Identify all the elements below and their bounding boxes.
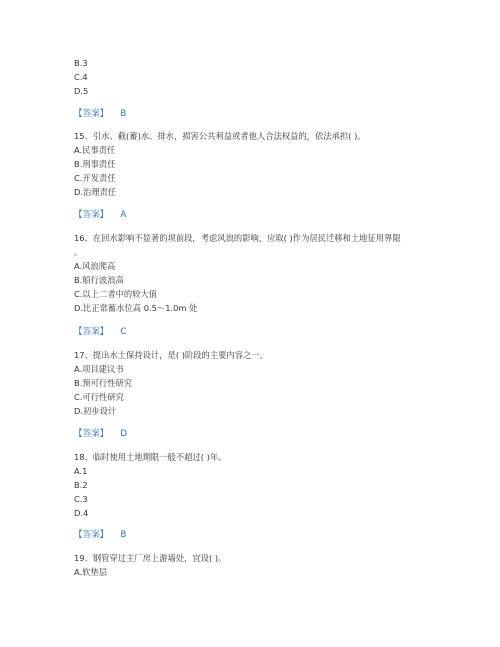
answer-line-17	[74, 427, 444, 441]
answer-value: C	[120, 327, 127, 337]
answer-label: 【答案】	[74, 109, 109, 119]
question-text: 19、钢管穿过主厂房上游墙处，宜设( )。	[74, 553, 227, 563]
answer-label: 【答案】	[74, 210, 109, 220]
option-a: A.项目建议书	[74, 364, 124, 374]
question-15	[74, 129, 444, 199]
option-a: A.软垫层	[74, 567, 108, 577]
answer-value: B	[120, 530, 127, 540]
option-c: C.以上二者中的较大值	[74, 289, 158, 299]
question-19	[74, 551, 444, 579]
option-a: A.民事责任	[74, 145, 116, 155]
answer-label: 【答案】	[74, 327, 109, 337]
question-18	[74, 450, 444, 520]
answer-label: 【答案】	[74, 530, 109, 540]
option-b: B.船行波浪高	[74, 275, 124, 285]
question-text: 15、引水、截(蓄)水、排水，损害公共利益或者他人合法权益的，依法承担( )。	[74, 131, 366, 141]
answer-line-14	[74, 107, 444, 121]
option-d: D.4	[74, 508, 89, 518]
answer-line-18	[74, 528, 444, 542]
option-d: D.初步设计	[74, 406, 117, 416]
option-d: D.比正常蓄水位高 0.5～1.0m 处	[74, 303, 198, 313]
option-a: A.1	[74, 466, 88, 476]
option-b: B.刑事责任	[74, 159, 116, 169]
answer-line-16	[74, 325, 444, 339]
answer-value: B	[120, 109, 127, 119]
option-c: C.3	[74, 494, 88, 504]
question-text: 18、临时使用土地期限一般不超过( )年。	[74, 452, 227, 462]
answer-label: 【答案】	[74, 429, 109, 439]
answer-line-15	[74, 208, 444, 222]
option-c: C.开发责任	[74, 173, 116, 183]
option-a: A.风浪爬高	[74, 261, 116, 271]
option-c: C.4	[74, 72, 88, 82]
question-14-tail	[74, 56, 444, 98]
answer-value: D	[120, 429, 128, 439]
option-c: C.可行性研究	[74, 392, 124, 402]
question-text: 16、在回水影响不显著的坝前段，考虑风浪的影响，应取( )作为居民迁移和土地征用界限	[74, 233, 401, 243]
question-17	[74, 348, 444, 418]
question-text: 17、提出水土保持设计，是( )阶段的主要内容之一。	[74, 350, 268, 360]
option-d: D.治理责任	[74, 187, 117, 197]
option-b: B.3	[74, 58, 88, 68]
option-b: B.预可行性研究	[74, 378, 133, 388]
question-16	[74, 231, 444, 315]
answer-value: A	[120, 210, 127, 220]
option-d: D.5	[74, 86, 89, 96]
question-text-continued: 。	[74, 247, 83, 257]
option-b: B.2	[74, 480, 88, 490]
